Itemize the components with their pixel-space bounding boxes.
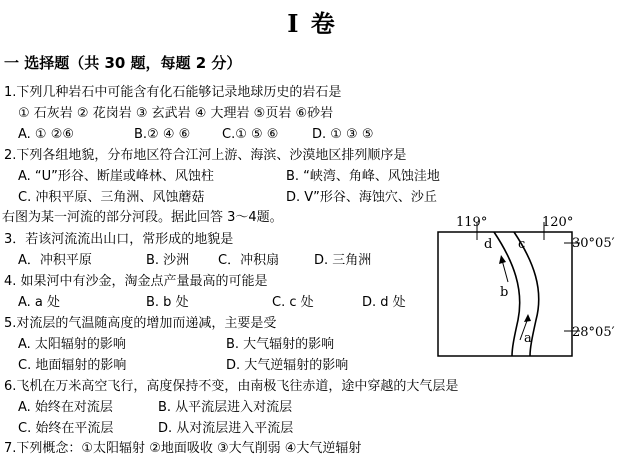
q2-option-b[interactable]: B. “峡湾、角峰、风蚀洼地: [286, 169, 440, 184]
point-label-d: d: [484, 237, 493, 252]
q5-stem: 5.对流层的气温随高度的增加而递减，主要是受: [4, 316, 277, 331]
point-label-c: c: [518, 237, 526, 252]
q4-stem: 4. 如果河中有沙金，淘金点产量最高的可能是: [4, 274, 268, 289]
q3-option-b[interactable]: B. 沙洲: [146, 253, 190, 268]
q2-option-c[interactable]: C. 冲积平原、三角洲、风蚀蘑菇: [18, 190, 205, 205]
q4-option-b[interactable]: B. b 处: [146, 295, 189, 310]
q3-option-a[interactable]: A．冲积平原: [18, 253, 92, 268]
q2-options-row2: [18, 189, 437, 207]
q6-option-b[interactable]: B. 从平流层进入对流层: [158, 400, 293, 415]
q1-option-b[interactable]: B.② ④ ⑥: [134, 127, 191, 142]
q5-option-b[interactable]: B. 大气辐射的影响: [226, 337, 335, 352]
q2-option-a[interactable]: A. “U”形谷、断崖或峰林、风蚀柱: [18, 169, 214, 184]
flow-arrowhead-upper: [499, 255, 506, 264]
q1-option-d[interactable]: D. ① ③ ⑤: [312, 127, 374, 142]
section-heading: 一 选择题（共 30 题，每题 2 分）: [4, 54, 242, 72]
q6-options-row2: [18, 420, 293, 438]
q1-stem: 1.下列几种岩石中可能含有化石能够记录地球历史的岩石是: [4, 85, 342, 100]
q5-option-a[interactable]: A. 太阳辐射的影响: [18, 337, 126, 352]
lat-label-top: 30°05′: [572, 236, 615, 251]
flow-arrow-upper: [502, 260, 508, 282]
q1-option-a[interactable]: A. ① ②⑥: [18, 127, 75, 142]
q1-items: ① 石灰岩 ② 花岗岩 ③ 玄武岩 ④ 大理岩 ⑤页岩 ⑥砂岩: [18, 106, 334, 121]
q6-stem: 6.飞机在万米高空飞行，高度保持不变，由南极飞往赤道，途中穿越的大气层是: [4, 379, 459, 394]
q1-option-c[interactable]: C.① ⑤ ⑥: [222, 127, 279, 142]
q2-options-row1: [18, 168, 440, 186]
river-map-figure: [416, 210, 624, 358]
q2-stem: 2.下列各组地貌，分布地区符合江河上游、海滨、沙漠地区排列顺序是: [4, 148, 407, 163]
q3-4-intro: 右图为某一河流的部分河段。据此回答 3～4题。: [2, 210, 283, 225]
q7-stem: 7.下列概念：①太阳辐射 ②地面吸收 ③大气削弱 ④大气逆辐射: [4, 441, 362, 456]
exam-part-title: I 卷: [287, 9, 337, 38]
q3-option-c[interactable]: C．冲积扇: [218, 253, 280, 268]
q4-option-a[interactable]: A. a 处: [18, 295, 61, 310]
q6-option-a[interactable]: A. 始终在对流层: [18, 400, 113, 415]
q1-options: [18, 126, 374, 144]
q6-option-d[interactable]: D. 从对流层进入平流层: [158, 421, 294, 436]
q4-option-c[interactable]: C. c 处: [272, 295, 314, 310]
q3-options: [18, 252, 371, 270]
q4-options: [18, 294, 406, 312]
q3-stem: 3．若该河流流出山口，常形成的地貌是: [4, 232, 234, 247]
lat-label-bottom: 28°05′: [572, 325, 615, 340]
point-label-b: b: [500, 285, 509, 300]
q5-option-d[interactable]: D. 大气逆辐射的影响: [226, 358, 349, 373]
flow-arrowhead-lower: [524, 314, 531, 322]
q2-option-d[interactable]: D. V”形谷、海蚀穴、沙丘: [286, 190, 437, 205]
q6-options-row1: [18, 399, 292, 417]
q4-option-d[interactable]: D. d 处: [362, 295, 406, 310]
point-label-a: a: [524, 331, 532, 346]
lon-label-119: 119°: [456, 215, 488, 230]
lon-label-120: 120°: [542, 215, 574, 230]
q5-options-row1: [18, 336, 334, 354]
q5-option-c[interactable]: C. 地面辐射的影响: [18, 358, 127, 373]
q5-options-row2: [18, 357, 348, 375]
q6-option-c[interactable]: C. 始终在平流层: [18, 421, 114, 436]
q3-option-d[interactable]: D. 三角洲: [314, 253, 372, 268]
